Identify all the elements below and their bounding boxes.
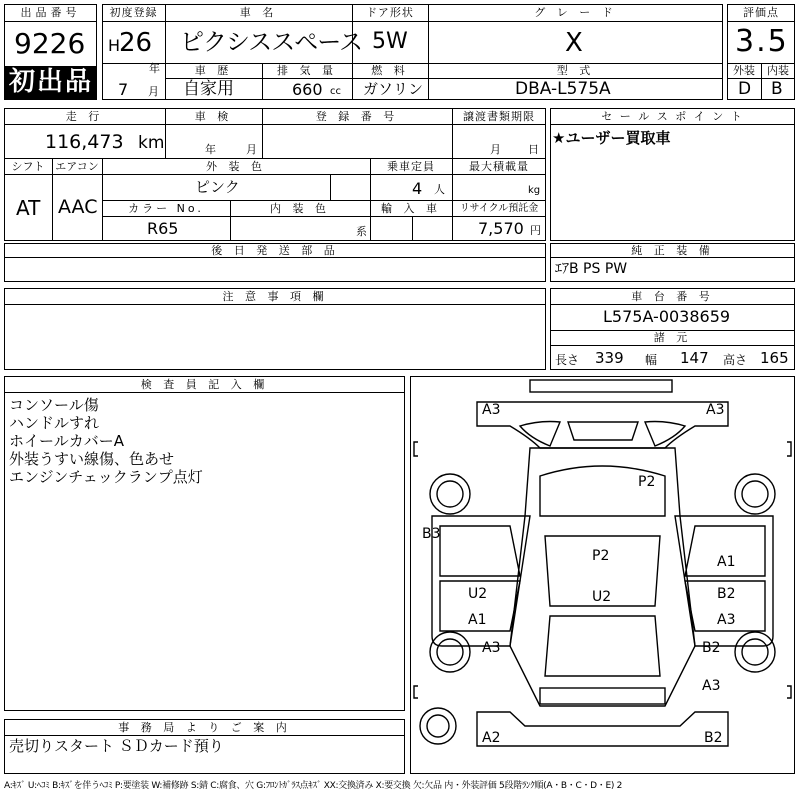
import-label: 輸 入 車 — [381, 202, 441, 215]
lot-number-label: 出品番号 — [20, 6, 81, 19]
mark-left-rear: A3 — [482, 640, 501, 656]
inspection-label: 車 検 — [194, 110, 233, 123]
left-mirror-bracket — [414, 442, 418, 456]
inspector-note: ホイールカバーA — [9, 432, 124, 450]
rear-tailgate — [540, 688, 665, 704]
score-label: 評価点 — [743, 6, 779, 19]
mileage: 116,473 — [45, 131, 124, 153]
mark-front-right: A3 — [706, 402, 725, 418]
door-type: 5W — [372, 29, 408, 54]
first-reg-era: H — [108, 36, 121, 55]
seats-label: 乗車定員 — [387, 160, 435, 173]
rear-window — [545, 616, 660, 676]
mark-right-front-door: A1 — [717, 554, 736, 570]
right-mirror-bracket — [787, 442, 791, 456]
first-reg-label: 初度登録 — [109, 6, 158, 19]
exterior-color: ピンク — [195, 178, 240, 196]
right-headlight — [645, 422, 685, 447]
mark-rear-right: B2 — [704, 730, 723, 746]
car-name: ピクシススペース — [180, 28, 363, 56]
ext-grade: D — [738, 79, 752, 99]
lot-number: 9226 — [14, 27, 86, 60]
history: 自家用 — [183, 79, 234, 99]
first-listing-text: 初出品 — [9, 67, 94, 97]
first-reg-month: 7 — [118, 80, 129, 99]
equipment: ｴｱB PS PW — [555, 261, 628, 277]
wheel-rear-right — [735, 632, 775, 672]
first-reg-month-unit: 月 — [148, 85, 159, 98]
grade: X — [565, 28, 583, 58]
chassis-number: L575A-0038659 — [603, 307, 731, 326]
int-grade: B — [771, 79, 783, 99]
color-number-label: カラー No. — [128, 202, 204, 215]
ext-grade-label: 外装 — [733, 64, 755, 77]
mark-left-fender: B3 — [422, 526, 441, 542]
aircon-label: エアコン — [55, 160, 99, 173]
office-label: 事 務 局 よ り ご 案 内 — [118, 721, 291, 734]
recycle-unit: 円 — [530, 224, 541, 237]
mark-left-door-u: U2 — [468, 586, 488, 602]
inspector-note: ハンドルすれ — [9, 414, 100, 432]
mark-roof-lower: U2 — [592, 589, 612, 605]
mark-hood: P2 — [638, 474, 656, 490]
score: 3.5 — [735, 24, 789, 59]
fuel-label: 燃 料 — [371, 64, 409, 77]
exterior-color-label: 外 装 色 — [206, 160, 266, 173]
shift: AT — [16, 196, 41, 220]
length-label: 長さ — [555, 353, 580, 367]
mark-right-door-b: B2 — [717, 586, 736, 602]
sales-point-box — [550, 108, 795, 241]
left-headlight — [520, 422, 560, 447]
cabin-outline — [510, 448, 695, 706]
wheel-rear-left — [430, 632, 470, 672]
displacement-unit: cc — [330, 86, 341, 97]
mileage-unit: km — [138, 133, 165, 153]
seats: 4 — [412, 179, 423, 198]
front-panel — [477, 402, 728, 448]
model-label: 型 式 — [556, 64, 595, 77]
length: 339 — [595, 349, 624, 367]
recycle-label: リサイクル預託金 — [459, 203, 539, 214]
inspector-label: 検 査 員 記 入 欄 — [140, 378, 269, 391]
front-bumper-strip — [530, 380, 672, 392]
sales-point: ★ユーザー買取車 — [552, 129, 671, 147]
later-parts-label: 後 日 発 送 部 品 — [211, 244, 339, 257]
transfer-day-unit: 日 — [528, 143, 539, 156]
model-code: DBA-L575A — [515, 79, 611, 99]
width: 147 — [680, 349, 709, 367]
width-label: 幅 — [645, 353, 658, 367]
wheel-front-left — [430, 474, 470, 514]
max-load-unit: kg — [528, 185, 541, 196]
inspection-month-unit: 月 — [246, 143, 257, 156]
shift-label: シフト — [11, 160, 45, 173]
inspector-note: 外装うすい線傷、色あせ — [9, 450, 175, 468]
notes-label: 注 意 事 項 欄 — [222, 290, 328, 303]
first-reg-year: 26 — [119, 28, 153, 58]
chassis-label: 車 台 番 号 — [631, 290, 714, 303]
mark-roof: P2 — [592, 548, 610, 564]
mark-right-door-a: A3 — [717, 612, 736, 628]
door-label: ドア形状 — [366, 6, 414, 19]
legend: A:ｷｽﾞ U:ﾍｺﾐ B:ｷｽﾞを伴うﾍｺﾐ P:要塗装 W:補修跡 S:錆 C:腐食、穴 G:ﾌﾛﾝﾄｶﾞﾗｽ点ｷｽﾞ XX:交換済み X:要交換 欠:欠品 内・外装評価 5段階ﾗﾝｸ順(A・B・C・D・E) 2 — [4, 781, 623, 791]
mark-right-rear-a: A3 — [702, 678, 721, 694]
transfer-deadline-label: 譲渡書類期限 — [463, 110, 535, 123]
office-note: 売切りスタート ＳＤカード預り — [9, 737, 224, 755]
inspector-note: エンジンチェックランプ点灯 — [9, 468, 203, 486]
transfer-month-unit: 月 — [490, 143, 501, 156]
car-name-label: 車 名 — [239, 6, 278, 19]
mark-rear-left: A2 — [482, 730, 501, 746]
interior-color-unit: 系 — [356, 225, 367, 238]
seats-unit: 人 — [434, 183, 445, 196]
inspector-notes — [9, 396, 203, 486]
history-label: 車 歴 — [194, 64, 233, 77]
equipment-label: 純 正 装 備 — [631, 244, 714, 257]
rear-bumper — [477, 712, 728, 746]
recycle-fee: 7,570 — [478, 219, 524, 238]
mileage-label: 走 行 — [65, 110, 104, 123]
inspection-year-unit: 年 — [205, 143, 216, 156]
max-load-label: 最大積載量 — [469, 160, 529, 173]
int-grade-label: 内装 — [767, 64, 789, 77]
specs-label: 諸 元 — [653, 331, 692, 344]
aircon: AAC — [58, 196, 98, 218]
fuel: ガソリン — [363, 80, 424, 98]
inspector-note: コンソール傷 — [9, 396, 99, 414]
mark-left-door-a: A1 — [468, 612, 487, 628]
damage-diagram — [410, 376, 795, 774]
left-front-door — [440, 526, 520, 576]
spare-wheel — [420, 708, 456, 744]
grille — [568, 422, 638, 440]
displacement: 660 — [292, 80, 323, 99]
reg-number-label: 登 録 番 号 — [315, 110, 399, 123]
height: 165 — [760, 349, 789, 367]
mark-right-rear-b: B2 — [702, 640, 721, 656]
interior-color-label: 内 装 色 — [270, 202, 330, 215]
mark-front-left: A3 — [482, 402, 501, 418]
grade-label: グ レ ー ド — [534, 6, 617, 19]
sales-point-label: セ ー ル ス ポ イ ン ト — [601, 110, 744, 123]
first-reg-year-unit: 年 — [149, 62, 160, 75]
color-number: R65 — [147, 219, 179, 238]
displacement-label: 排 気 量 — [277, 64, 337, 77]
height-label: 高さ — [723, 353, 748, 367]
wheel-front-right — [735, 474, 775, 514]
